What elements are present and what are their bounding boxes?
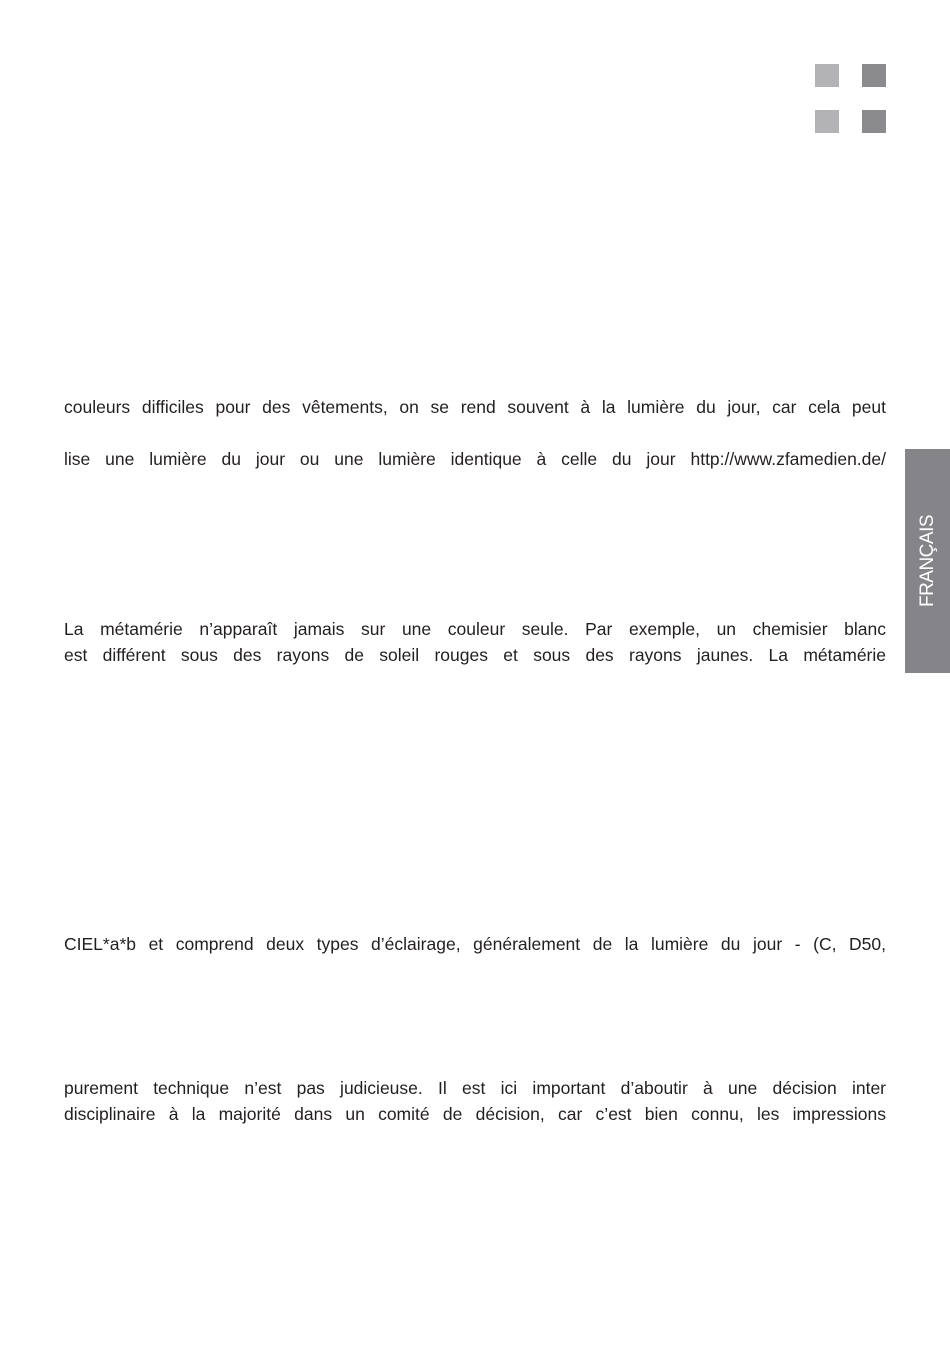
body-text-line: lise une lumière du jour ou une lumière identique à celle du jour http://www.zfamedien.de/ — [64, 449, 886, 469]
decorative-square-light — [815, 64, 839, 87]
body-text-line: purement technique n’est pas judicieuse. Il est ici important d’aboutir à une décision inter — [64, 1078, 886, 1098]
decorative-square-dark — [862, 110, 886, 133]
language-side-tab — [905, 449, 950, 673]
corner-squares-decoration — [815, 64, 886, 133]
decorative-square-light — [815, 110, 839, 133]
body-text-line: couleurs difficiles pour des vêtements, on se rend souvent à la lumière du jour, car cela peut — [64, 397, 886, 417]
language-tab-label: FRANÇAIS — [916, 514, 938, 608]
body-text-line: est différent sous des rayons de soleil rouges et sous des rayons jaunes. La métamérie — [64, 645, 886, 665]
decorative-square-dark — [862, 64, 886, 87]
body-text-line: La métamérie n’apparaît jamais sur une couleur seule. Par exemple, un chemisier blanc — [64, 619, 886, 639]
body-text-line: disciplinaire à la majorité dans un comité de décision, car c’est bien connu, les impressions — [64, 1104, 886, 1124]
body-text-line: CIEL*a*b et comprend deux types d’éclairage, généralement de la lumière du jour - (C, D50, — [64, 934, 886, 954]
